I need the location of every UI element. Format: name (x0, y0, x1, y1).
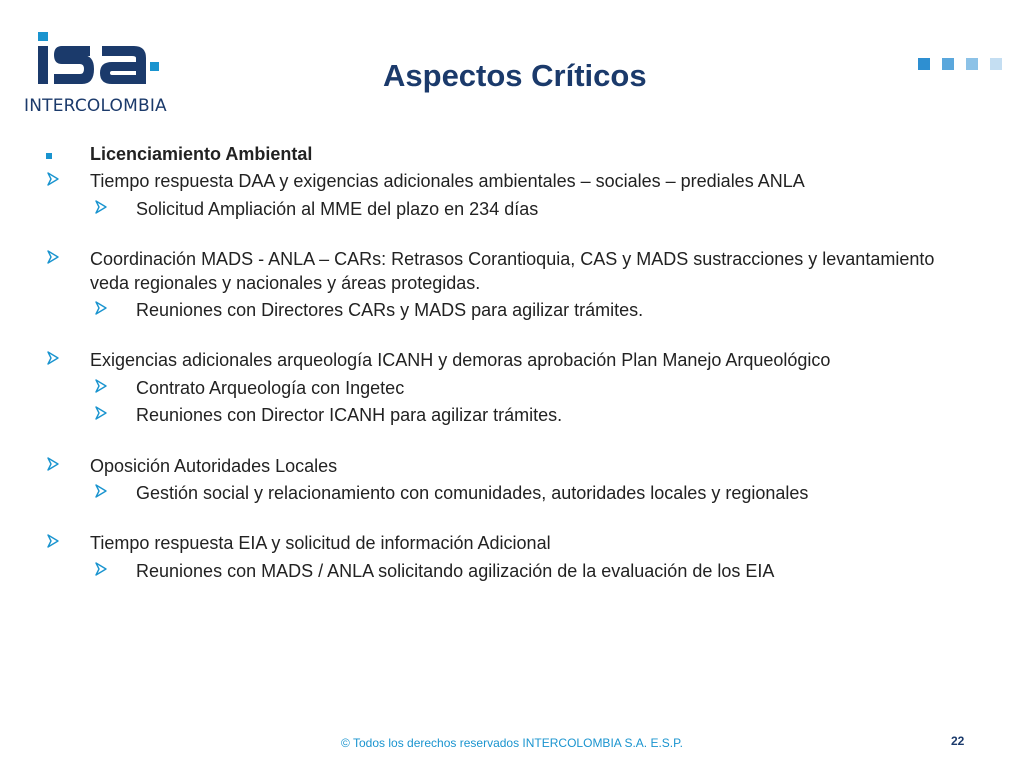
list-spacer (46, 509, 976, 532)
list-item-text: Solicitud Ampliación al MME del plazo en 234 días (136, 198, 539, 219)
arrow-bullet-icon (46, 250, 70, 270)
arrow-bullet-icon (94, 379, 118, 399)
slide-title: Aspectos Críticos (383, 58, 647, 93)
list-item-text: Coordinación MADS - ANLA – CARs: Retrasos Corantioquia, CAS y MADS sustracciones y levantamiento veda regionales y nacionales y áreas protegidas. (90, 249, 935, 293)
footer-copyright: © Todos los derechos reservados INTERCOLOMBIA S.A. E.S.P. (341, 736, 683, 750)
list-spacer (46, 432, 976, 455)
list-item (46, 299, 976, 322)
list-item (46, 198, 976, 221)
list-item (46, 532, 976, 555)
bullet-list (46, 143, 976, 587)
arrow-bullet-icon (94, 406, 118, 426)
list-item (46, 143, 976, 166)
list-spacer (46, 225, 976, 248)
list-item (46, 248, 976, 295)
list-item-text: Tiempo respuesta DAA y exigencias adicionales ambientales – sociales – prediales ANLA (90, 171, 805, 192)
list-item-text: Oposición Autoridades Locales (90, 455, 338, 476)
list-item (46, 349, 976, 372)
list-item (46, 170, 976, 193)
arrow-bullet-icon (94, 200, 118, 220)
list-item (46, 482, 976, 505)
list-item-text: Contrato Arqueología con Ingetec (136, 377, 405, 398)
list-item-text: Reuniones con Directores CARs y MADS para agilizar trámites. (136, 299, 644, 320)
decorative-squares (918, 58, 1002, 70)
arrow-bullet-icon (46, 534, 70, 554)
logo-caption: INTERCOLOMBIA (24, 96, 167, 116)
arrow-bullet-icon (46, 172, 70, 192)
list-item (46, 455, 976, 478)
decor-square (990, 58, 1002, 70)
list-item-text: Reuniones con MADS / ANLA solicitando agilización de la evaluación de los EIA (136, 560, 775, 581)
list-item-text: Reuniones con Director ICANH para agilizar trámites. (136, 405, 563, 426)
decor-square (966, 58, 978, 70)
arrow-bullet-icon (94, 301, 118, 321)
arrow-bullet-icon (46, 351, 70, 371)
list-item (46, 377, 976, 400)
arrow-bullet-icon (46, 457, 70, 477)
decor-square (942, 58, 954, 70)
isa-logo-mark (38, 28, 178, 88)
page-number: 22 (951, 734, 965, 748)
list-item (46, 404, 976, 427)
list-item-text: Licenciamiento Ambiental (90, 144, 313, 164)
company-logo (20, 28, 190, 123)
list-item-text: Tiempo respuesta EIA y solicitud de información Adicional (90, 533, 551, 554)
arrow-bullet-icon (94, 484, 118, 504)
list-spacer (46, 326, 976, 349)
list-item (46, 560, 976, 583)
square-bullet-icon (46, 145, 70, 165)
list-item-text: Exigencias adicionales arqueología ICANH y demoras aprobación Plan Manejo Arqueológico (90, 350, 831, 371)
arrow-bullet-icon (94, 562, 118, 582)
list-item-text: Gestión social y relacionamiento con comunidades, autoridades locales y regionales (136, 482, 809, 503)
decor-square (918, 58, 930, 70)
